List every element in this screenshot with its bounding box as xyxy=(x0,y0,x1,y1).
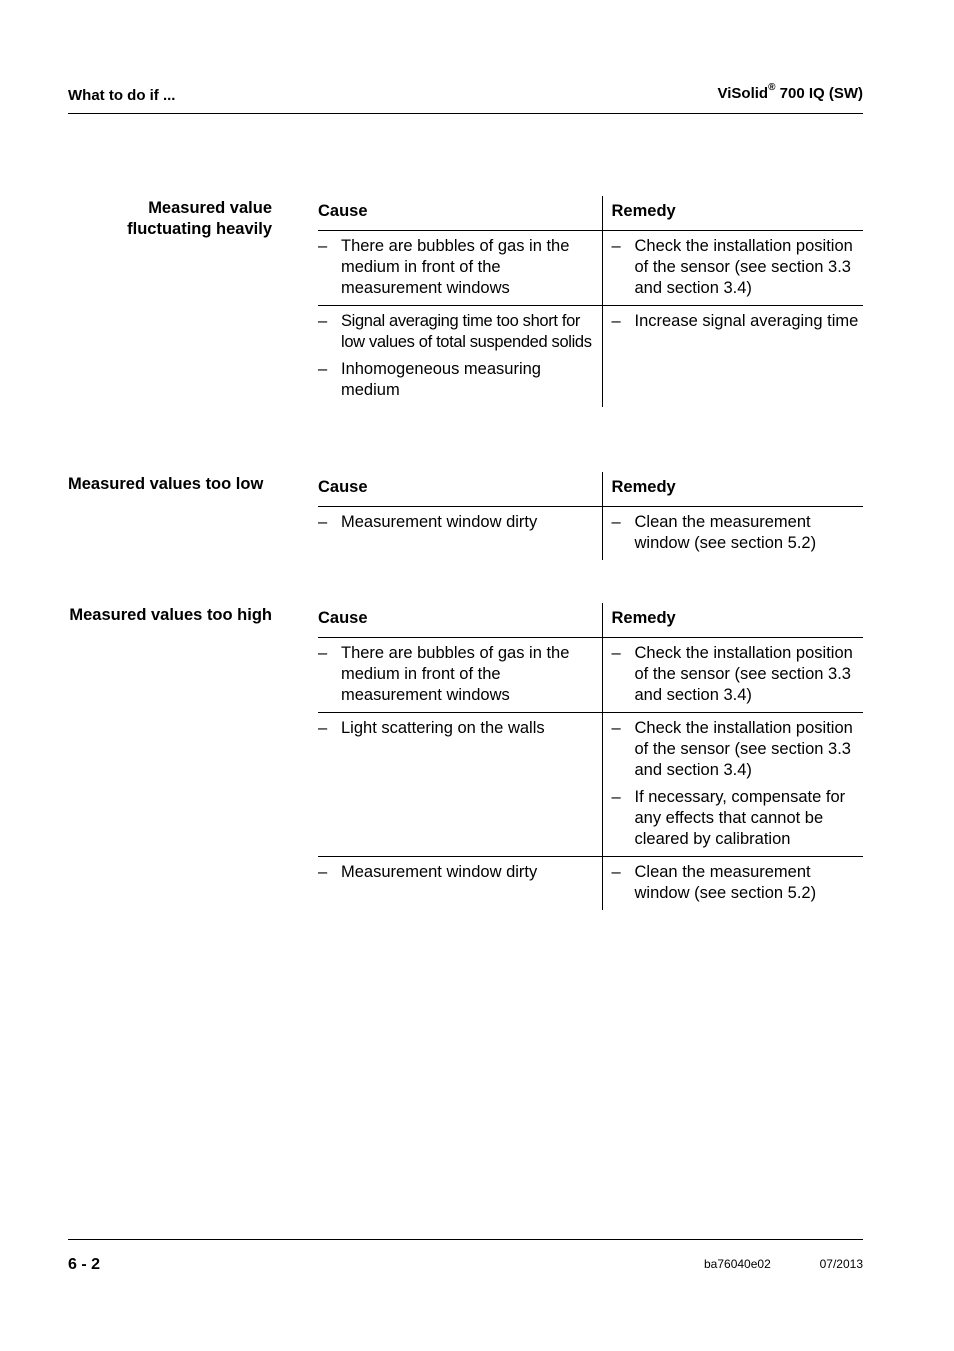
cause-text: Inhomogeneous measuring medium xyxy=(341,359,541,399)
list-item xyxy=(318,359,594,401)
remedy-text: Check the installation position of the sensor (see section 3.3 and section 3.4) xyxy=(634,718,853,779)
footer-rule xyxy=(68,1239,863,1240)
list-item xyxy=(318,862,594,883)
dash-bullet: – xyxy=(318,359,328,378)
remedy-column-header: Remedy xyxy=(602,196,863,230)
dash-bullet: – xyxy=(318,643,328,662)
dash-bullet: – xyxy=(611,643,621,662)
table-header-row xyxy=(318,472,863,506)
table-row xyxy=(318,305,863,407)
cause-text: Light scattering on the walls xyxy=(341,718,545,737)
product-model: 700 IQ (SW) xyxy=(775,85,863,102)
remedy-text: Increase signal averaging time xyxy=(634,311,859,330)
header-rule xyxy=(68,113,863,114)
dash-bullet: – xyxy=(318,512,328,531)
remedy-text: Check the installation position of the sensor (see section 3.3 and section 3.4) xyxy=(634,236,853,297)
table-header-row xyxy=(318,603,863,637)
dash-bullet: – xyxy=(318,862,328,881)
product-brand: ViSolid xyxy=(717,85,769,102)
list-item xyxy=(318,512,594,533)
page-number: 6 - 2 xyxy=(68,1256,101,1273)
list-item xyxy=(318,718,594,739)
list-item xyxy=(612,311,864,332)
cause-text: Signal averaging time too short for low values of total suspended solids xyxy=(341,311,592,351)
list-item xyxy=(612,787,864,850)
remedy-cell xyxy=(602,305,863,407)
remedy-cell xyxy=(602,637,863,712)
cause-cell xyxy=(318,506,602,560)
dash-bullet: – xyxy=(611,787,621,806)
dash-bullet: – xyxy=(611,512,621,531)
remedy-text: Check the installation position of the sensor (see section 3.3 and section 3.4) xyxy=(634,643,853,704)
cause-cell xyxy=(318,637,602,712)
list-item xyxy=(612,862,864,904)
list-item xyxy=(612,512,864,554)
cause-cell xyxy=(318,856,602,910)
cause-cell xyxy=(318,712,602,856)
registered-mark: ® xyxy=(768,82,776,93)
remedy-cell xyxy=(602,856,863,910)
document-date: 07/2013 xyxy=(819,1257,863,1271)
list-item xyxy=(612,718,864,781)
cause-column-header: Cause xyxy=(318,196,602,230)
dash-bullet: – xyxy=(611,236,621,255)
dash-bullet: – xyxy=(611,862,621,881)
cause-cell xyxy=(318,305,602,407)
section-title: Measured value fluctuating heavily xyxy=(127,199,272,238)
dash-bullet: – xyxy=(318,311,328,330)
running-header-chapter: What to do if ... xyxy=(68,87,176,104)
cause-remedy-table xyxy=(318,472,863,560)
cause-text: Measurement window dirty xyxy=(341,862,538,881)
cause-text: There are bubbles of gas in the medium in front of the measurement windows xyxy=(341,236,570,297)
remedy-cell xyxy=(602,230,863,305)
remedy-text: If necessary, compensate for any effects that cannot be cleared by calibration xyxy=(634,787,846,848)
table-row xyxy=(318,856,863,910)
remedy-column-header: Remedy xyxy=(602,603,863,637)
list-item xyxy=(318,236,594,299)
table-header-row xyxy=(318,196,863,230)
remedy-text: Clean the measurement window (see section 5.2) xyxy=(634,862,817,902)
remedy-cell xyxy=(602,712,863,856)
list-item xyxy=(612,236,864,299)
list-item xyxy=(318,311,594,353)
cause-text: Measurement window dirty xyxy=(341,512,538,531)
remedy-column-header: Remedy xyxy=(602,472,863,506)
dash-bullet: – xyxy=(611,311,621,330)
remedy-text: Clean the measurement window (see section 5.2) xyxy=(634,512,817,552)
cause-remedy-table xyxy=(318,603,863,910)
dash-bullet: – xyxy=(611,718,621,737)
section-title: Measured values too low xyxy=(68,475,264,493)
table-row xyxy=(318,506,863,560)
list-item xyxy=(318,643,594,706)
cause-text: There are bubbles of gas in the medium in front of the measurement windows xyxy=(341,643,570,704)
remedy-cell xyxy=(602,506,863,560)
cause-remedy-table xyxy=(318,196,863,407)
table-row xyxy=(318,230,863,305)
section-title: Measured values too high xyxy=(69,606,272,624)
cause-cell xyxy=(318,230,602,305)
table-row xyxy=(318,637,863,712)
document-id: ba76040e02 xyxy=(704,1257,771,1271)
cause-column-header: Cause xyxy=(318,603,602,637)
dash-bullet: – xyxy=(318,236,328,255)
table-row xyxy=(318,712,863,856)
list-item xyxy=(612,643,864,706)
cause-column-header: Cause xyxy=(318,472,602,506)
dash-bullet: – xyxy=(318,718,328,737)
running-header-product xyxy=(717,82,863,102)
